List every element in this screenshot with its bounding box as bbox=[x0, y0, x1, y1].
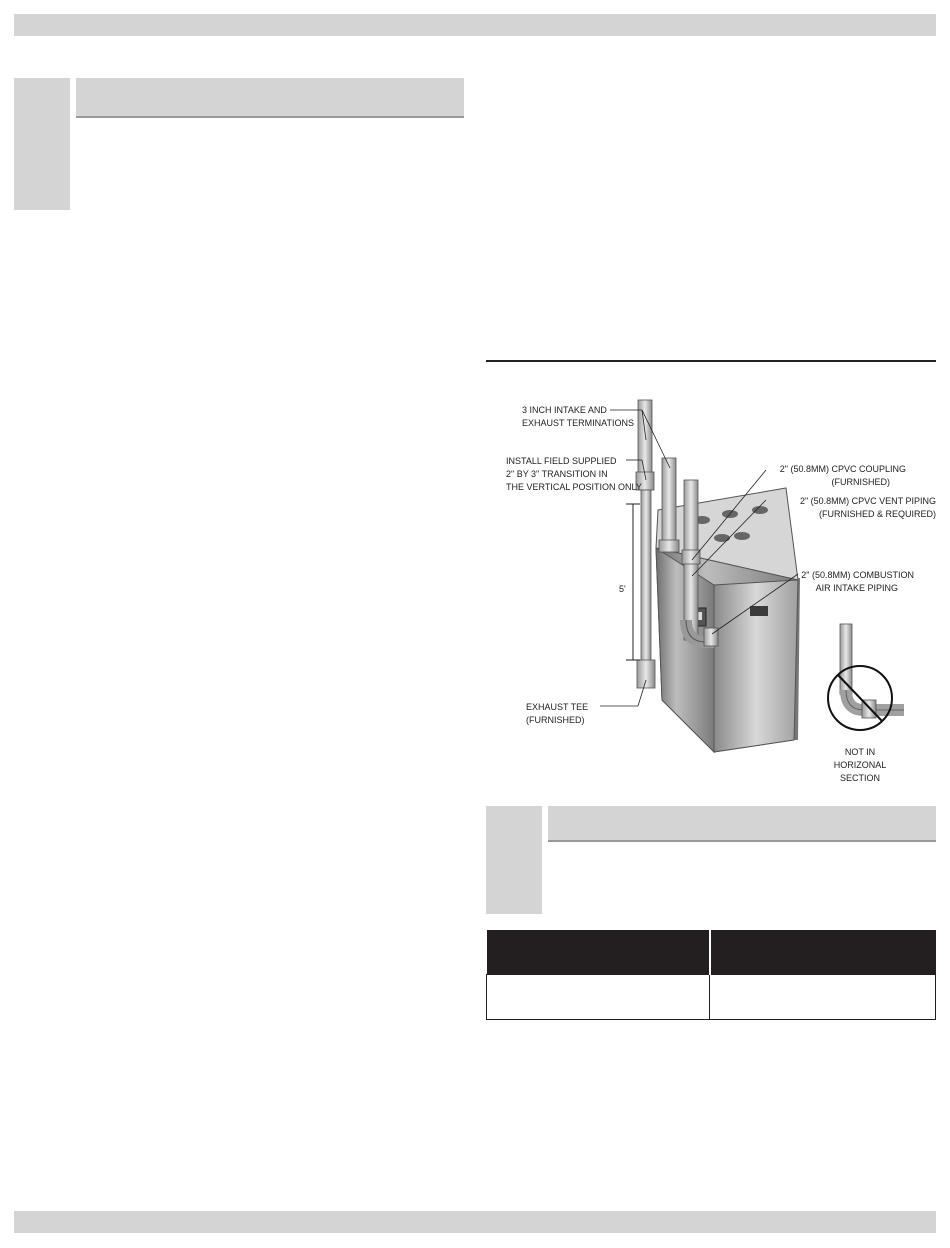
not-label-1: NOT IN bbox=[844, 747, 876, 757]
intake-label-1: 2" (50.8MM) COMBUSTION bbox=[801, 570, 914, 580]
vent-label-2: (FURNISHED & REQUIRED) bbox=[818, 509, 936, 519]
transition-label-2: 2" BY 3" TRANSITION IN bbox=[506, 469, 608, 479]
vent-piping-figure bbox=[486, 380, 936, 800]
section-divider bbox=[486, 360, 936, 362]
not-label-3: SECTION bbox=[839, 773, 881, 783]
note-heading-band-2 bbox=[548, 806, 936, 842]
table-header-cell bbox=[710, 930, 936, 975]
footer-band bbox=[14, 1211, 936, 1233]
height-dimension bbox=[619, 504, 640, 660]
coupling-label-2: (FURNISHED) bbox=[831, 477, 890, 487]
note-heading-band bbox=[76, 78, 464, 118]
exhaust-tee-label-1: EXHAUST TEE bbox=[526, 702, 589, 712]
table-header-row bbox=[487, 930, 936, 975]
height-dim-label: 5' bbox=[619, 584, 626, 594]
vent-label-1: 2" (50.8MM) CPVC VENT PIPING bbox=[799, 496, 936, 506]
not-label-2: HORIZONAL bbox=[833, 760, 887, 770]
note-side-tab bbox=[14, 78, 70, 210]
terminations-label-2: EXHAUST TERMINATIONS bbox=[522, 418, 635, 428]
prohibited-inset bbox=[828, 624, 904, 730]
table-row bbox=[487, 975, 936, 1020]
header-band bbox=[14, 14, 936, 36]
vent-piping-diagram bbox=[486, 380, 936, 800]
terminations-label-1: 3 INCH INTAKE AND bbox=[522, 405, 607, 415]
table-header-cell bbox=[487, 930, 710, 975]
spec-table bbox=[486, 930, 936, 1020]
note-side-tab-2 bbox=[486, 806, 542, 914]
intake-label-2: AIR INTAKE PIPING bbox=[815, 583, 898, 593]
furnace-cabinet bbox=[656, 488, 800, 752]
table-cell bbox=[710, 975, 936, 1020]
exhaust-tee-label-2: (FURNISHED) bbox=[526, 715, 585, 725]
table-cell bbox=[487, 975, 710, 1020]
coupling-label-1: 2" (50.8MM) CPVC COUPLING bbox=[779, 464, 906, 474]
transition-label-1: INSTALL FIELD SUPPLIED bbox=[506, 456, 617, 466]
transition-label-3: THE VERTICAL POSITION ONLY bbox=[506, 482, 642, 492]
